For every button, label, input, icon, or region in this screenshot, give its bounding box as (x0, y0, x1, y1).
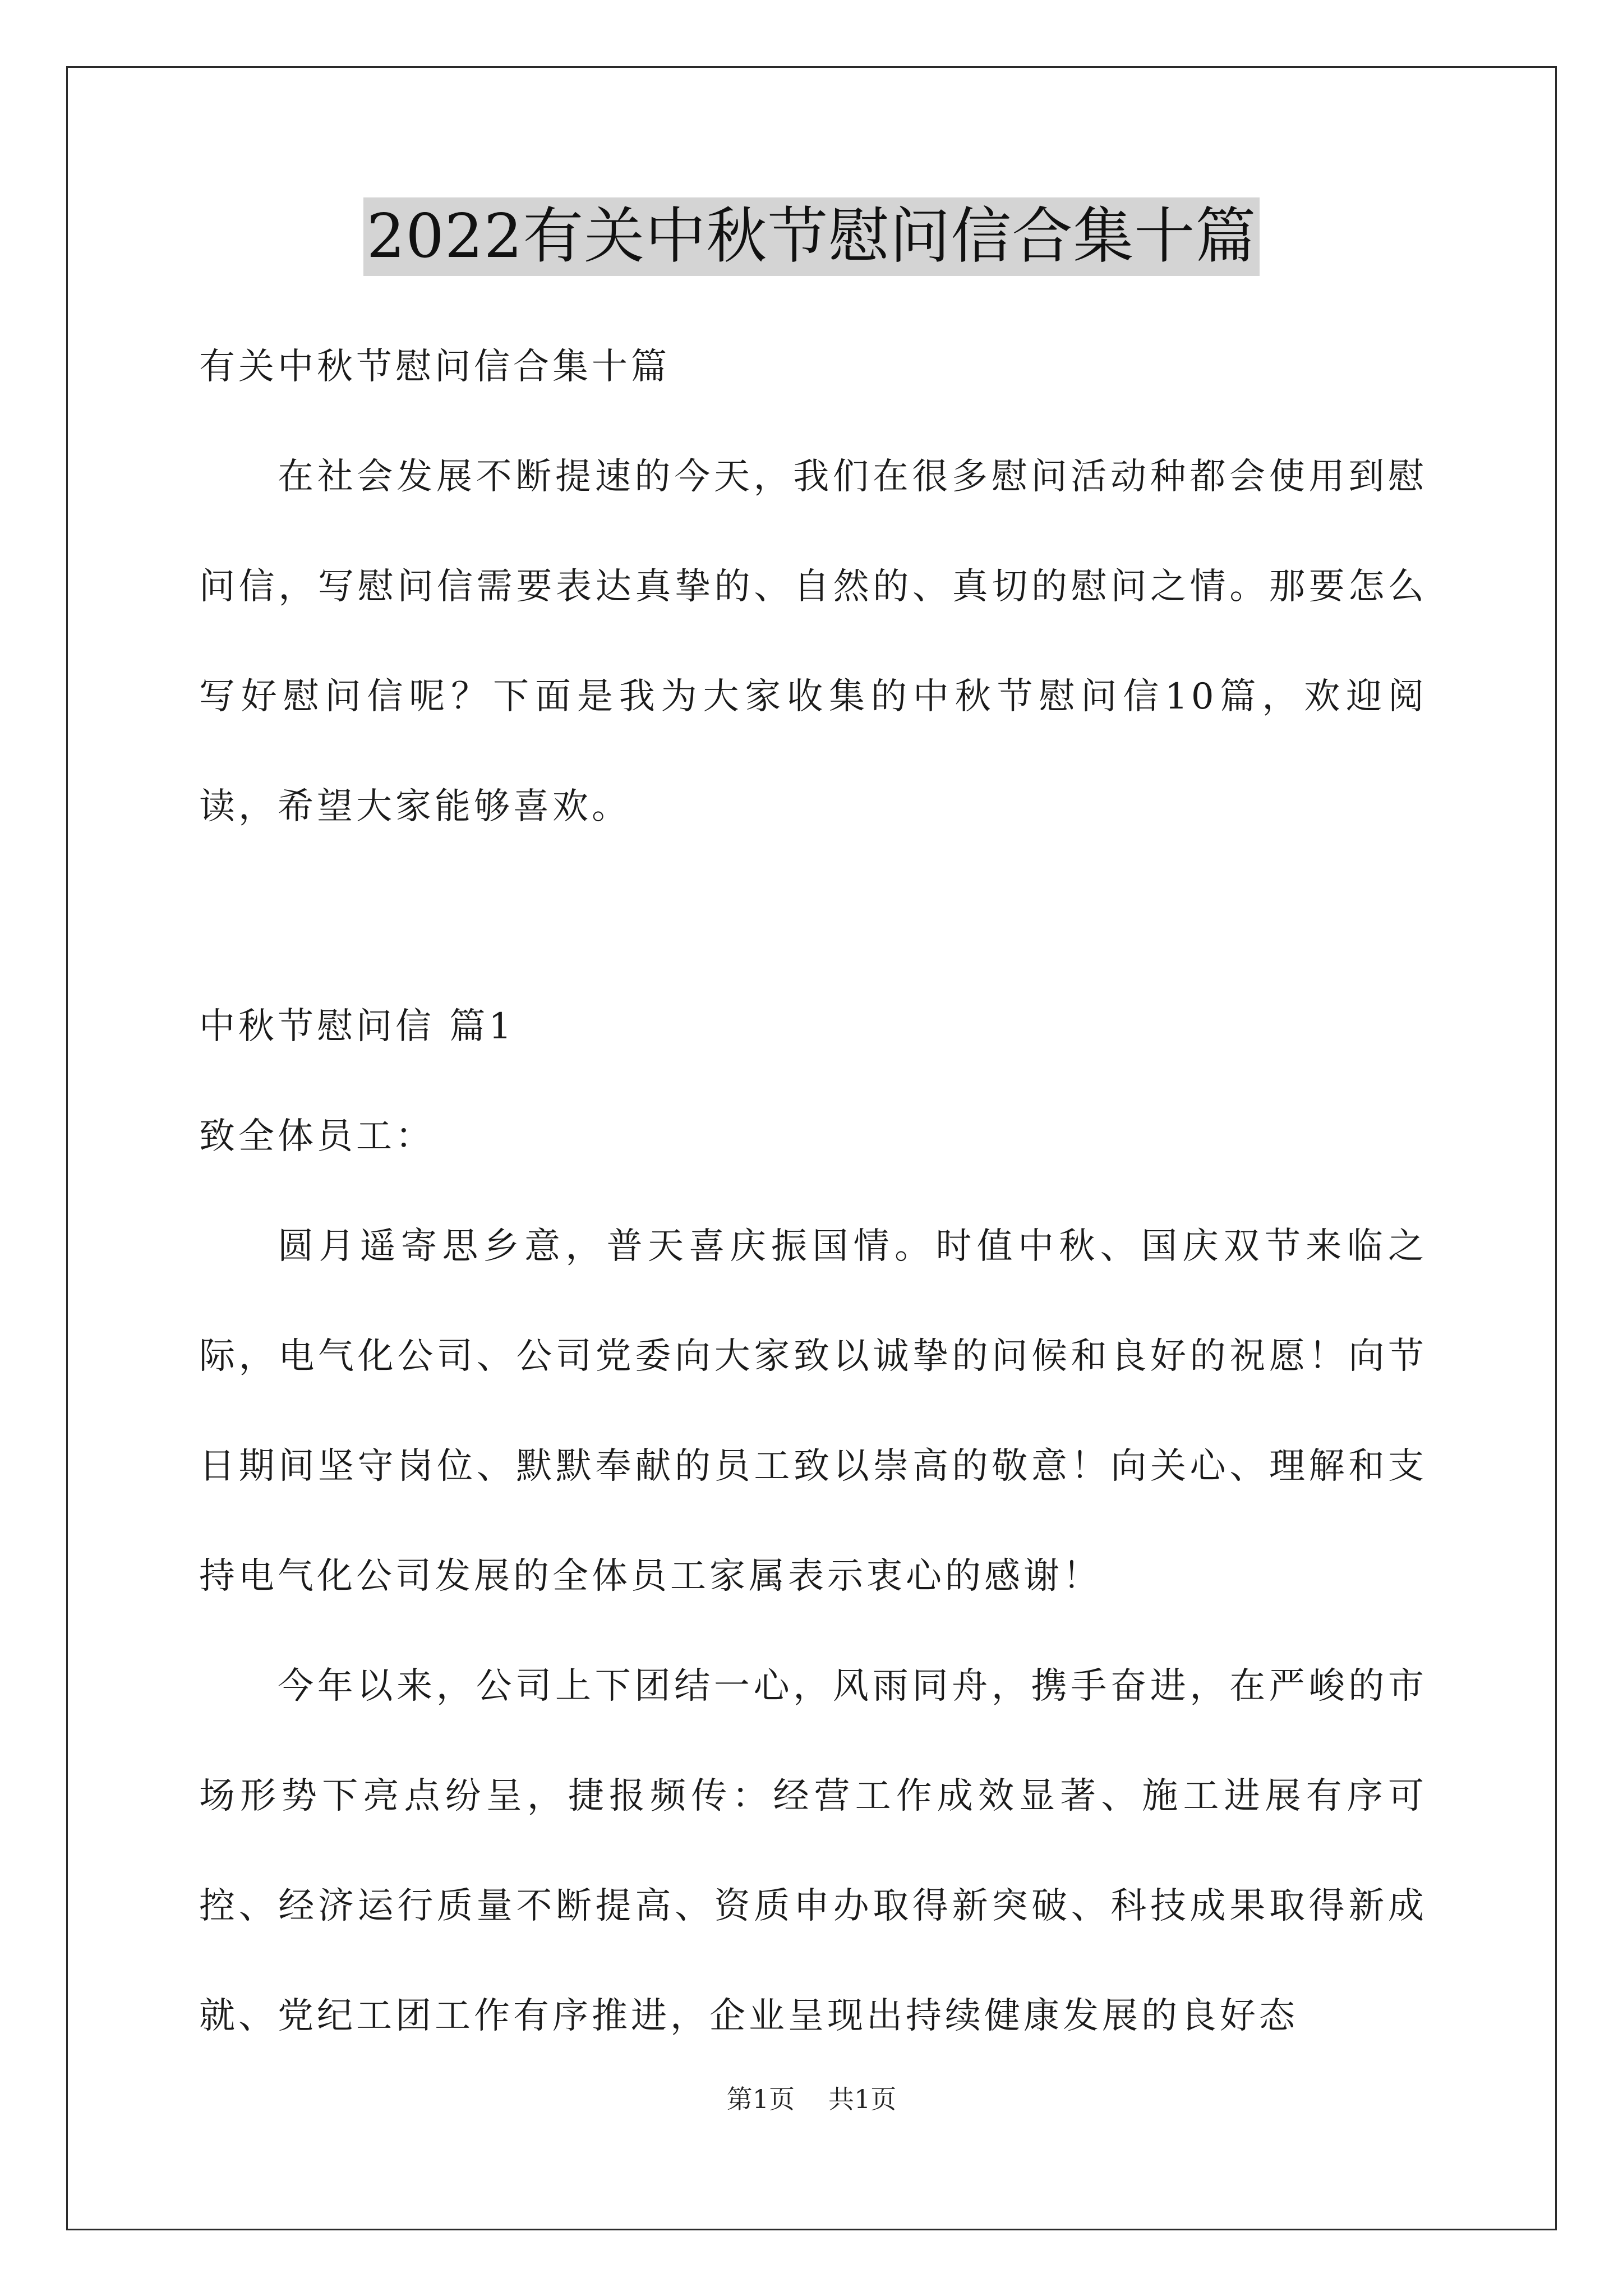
title-container (0, 197, 1623, 276)
body-paragraph-2: 今年以来，公司上下团结一心，风雨同舟，携手奋进，在严峻的市场形势下亮点纷呈，捷报频传：经营工作成效显著、施工进展有序可控、经济运行质量不断提高、资质申办取得新突破、科技成果取得新成就、党纪工团工作有序推进，企业呈现出持续健康发展的良好态 (199, 1665, 1427, 2037)
page-total: 共1页 (828, 2084, 897, 2114)
body-paragraph-1: 圆月遥寄思乡意，普天喜庆振国情。时值中秋、国庆双节来临之际，电气化公司、公司党委向大家致以诚挚的问候和良好的祝愿！向节日期间坚守岗位、默默奉献的员工致以崇高的敬意！向关心、理解和支持电气化公司发展的全体员工家属表示衷心的感谢！ (199, 1226, 1427, 1597)
document-subtitle: 有关中秋节慰问信合集十篇 (199, 346, 670, 388)
page-footer (0, 2082, 1623, 2116)
document-title: 2022有关中秋节慰问信合集十篇 (363, 197, 1260, 276)
intro-paragraph: 在社会发展不断提速的今天，我们在很多慰问活动种都会使用到慰问信，写慰问信需要表达真挚的、自然的、真切的慰问之情。那要怎么写好慰问信呢？下面是我为大家收集的中秋节慰问信10篇，欢迎阅读，希望大家能够喜欢。 (199, 456, 1427, 827)
page-number: 第1页 (726, 2084, 795, 2114)
section-heading: 中秋节慰问信 篇1 (199, 1006, 515, 1047)
document-body (199, 312, 1427, 2071)
salutation: 致全体员工： (199, 1116, 435, 1157)
paragraph-spacer (199, 862, 1427, 972)
